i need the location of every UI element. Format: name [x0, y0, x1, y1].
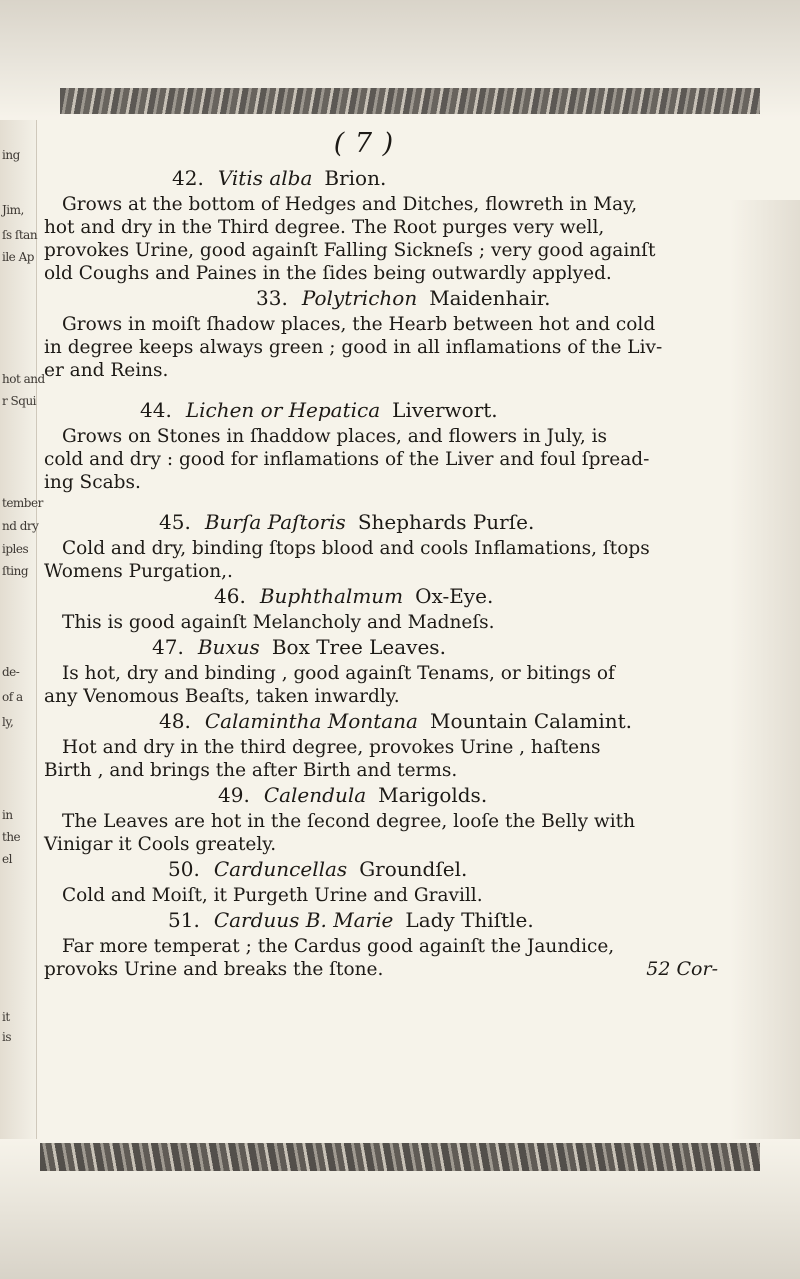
entry-text-line: The Leaves are hot in the ſecond degree, looſe the Belly with [62, 811, 636, 832]
margin-bleed-fragment: ſs ſtan [2, 228, 38, 242]
entry-text-line: Womens Purgation,. [44, 561, 233, 582]
entry-text-line: Birth , and brings the after Birth and terms. [44, 760, 458, 781]
entry-text-line: Grows in moiſt ſhadow places, the Hearb between hot and cold [62, 314, 656, 335]
scan-bottom-binding [40, 1143, 760, 1171]
entry-heading [44, 285, 744, 311]
entry-english-name: Maidenhair. [429, 286, 551, 310]
entry-heading [44, 782, 744, 808]
entry-latin-name: Carduus B. Marie [213, 908, 394, 932]
entry-number: 51. [168, 908, 200, 932]
entry-text-line: This is good againſt Melancholy and Madneſs. [62, 612, 495, 633]
entry-english-name: Ox-Eye. [415, 584, 494, 608]
entry-heading [44, 509, 744, 535]
entry-latin-name: Carduncellas [213, 857, 348, 881]
entry-latin-name: Buphthalmum [259, 584, 404, 608]
entry-text-line: Cold and dry, binding ſtops blood and cools Inflamations, ſtops [62, 538, 650, 559]
entry-text-line: Grows on Stones in ſhaddow places, and flowers in July, is [62, 426, 608, 447]
margin-bleed-fragment: nd dry [2, 519, 39, 533]
entry-text-line: Hot and dry in the third degree, provokes Urine , haſtens [62, 737, 601, 758]
entry-number: 33. [256, 286, 288, 310]
herb-entry [44, 509, 744, 583]
entry-latin-name: Buxus [197, 635, 260, 659]
entry-latin-name: Burſa Paſtoris [204, 510, 346, 534]
entry-number: 42. [172, 166, 204, 190]
herb-entry [44, 397, 744, 494]
entry-latin-name: Vitis alba [217, 166, 313, 190]
margin-bleed-fragment: ly, [2, 715, 14, 729]
herb-entry [44, 165, 744, 285]
entry-number: 45. [159, 510, 191, 534]
entry-heading [44, 165, 744, 191]
entry-number: 49. [218, 783, 250, 807]
entry-text-line: Grows at the bottom of Hedges and Ditches, flowreth in May, [62, 194, 638, 215]
entry-english-name: Groundſel. [359, 857, 468, 881]
margin-bleed-fragment: iples [2, 542, 29, 556]
book-page [44, 128, 744, 980]
entry-heading [44, 583, 744, 609]
entry-heading [44, 708, 744, 734]
herb-entry [44, 285, 744, 382]
entry-english-name: Box Tree Leaves. [271, 635, 446, 659]
entry-number: 44. [140, 398, 172, 422]
entry-text-line: Is hot, dry and binding , good againſt Tenams, or bitings of [62, 663, 615, 684]
entry-latin-name: Calendula [263, 783, 367, 807]
entry-heading [44, 856, 744, 882]
entry-text-line: er and Reins. [44, 360, 169, 381]
entry-text-line: ing Scabs. [44, 472, 141, 493]
entry-number: 46. [214, 584, 246, 608]
entry-english-name: Liverwort. [392, 398, 498, 422]
entry-text-line: Cold and Moiſt, it Purgeth Urine and Gravill. [62, 885, 483, 906]
margin-bleed-fragment: r Squi [2, 394, 37, 408]
entry-english-name: Shephards Purſe. [357, 510, 535, 534]
entry-latin-name: Lichen or Hepatica [185, 398, 381, 422]
entry-text-line: hot and dry in the Third degree. The Root purges very well, [44, 217, 605, 238]
entry-english-name: Mountain Calamint. [429, 709, 633, 733]
entry-english-name: Lady Thiſtle. [405, 908, 534, 932]
entry-number: 48. [159, 709, 191, 733]
margin-bleed-fragment: it [2, 1010, 10, 1024]
entry-english-name: Brion. [324, 166, 387, 190]
entry-text-line: Vinigar it Cools greately. [44, 834, 277, 855]
entry-heading [44, 634, 744, 660]
margin-bleed-fragment: the [2, 830, 21, 844]
entry-text-line: any Venomous Beaſts, taken inwardly. [44, 686, 400, 707]
entry-text-line: cold and dry : good for inflamations of the Liver and foul ſpread- [44, 449, 650, 470]
entry-latin-name: Calamintha Montana [204, 709, 418, 733]
herb-entry [44, 782, 744, 856]
entry-text-line: old Coughs and Paines in the ſides being outwardly applyed. [44, 263, 612, 284]
margin-bleed-fragment: is [2, 1030, 11, 1044]
margin-bleed-fragment: ſting [2, 564, 29, 578]
entry-text-line: Far more temperat ; the Cardus good againſt the Jaundice, [62, 936, 615, 957]
facing-page-margin [0, 120, 37, 1150]
herb-entry [44, 583, 744, 634]
entry-number: 47. [152, 635, 184, 659]
entry-latin-name: Polytrichon [301, 286, 418, 310]
entry-text-line: provokes Urine, good againſt Falling Sickneſs ; very good againſt [44, 240, 656, 261]
entry-english-name: Marigolds. [378, 783, 488, 807]
page-number: ( 7 ) [333, 128, 395, 159]
entry-text-line: provoks Urine and breaks the ſtone. [44, 959, 384, 980]
catchword: 52 Cor- [646, 958, 718, 980]
entry-heading [44, 907, 744, 933]
margin-bleed-fragment: ing [2, 148, 20, 162]
margin-bleed-fragment: hot and [2, 372, 45, 386]
margin-bleed-fragment: de- [2, 665, 20, 679]
margin-bleed-fragment: ile Ap [2, 250, 34, 264]
margin-bleed-fragment: in [2, 808, 13, 822]
margin-bleed-fragment: of a [2, 690, 23, 704]
margin-bleed-fragment: tember [2, 496, 43, 510]
herb-entry [44, 856, 744, 907]
herb-entry [44, 708, 744, 782]
entry-text-line: in degree keeps always green ; good in all inflamations of the Liv- [44, 337, 663, 358]
scan-top-binding [60, 88, 760, 114]
herb-entry [44, 634, 744, 708]
entry-heading [44, 397, 744, 423]
margin-bleed-fragment: Jim, [2, 203, 24, 217]
entry-number: 50. [168, 857, 200, 881]
margin-bleed-fragment: el [2, 852, 12, 866]
